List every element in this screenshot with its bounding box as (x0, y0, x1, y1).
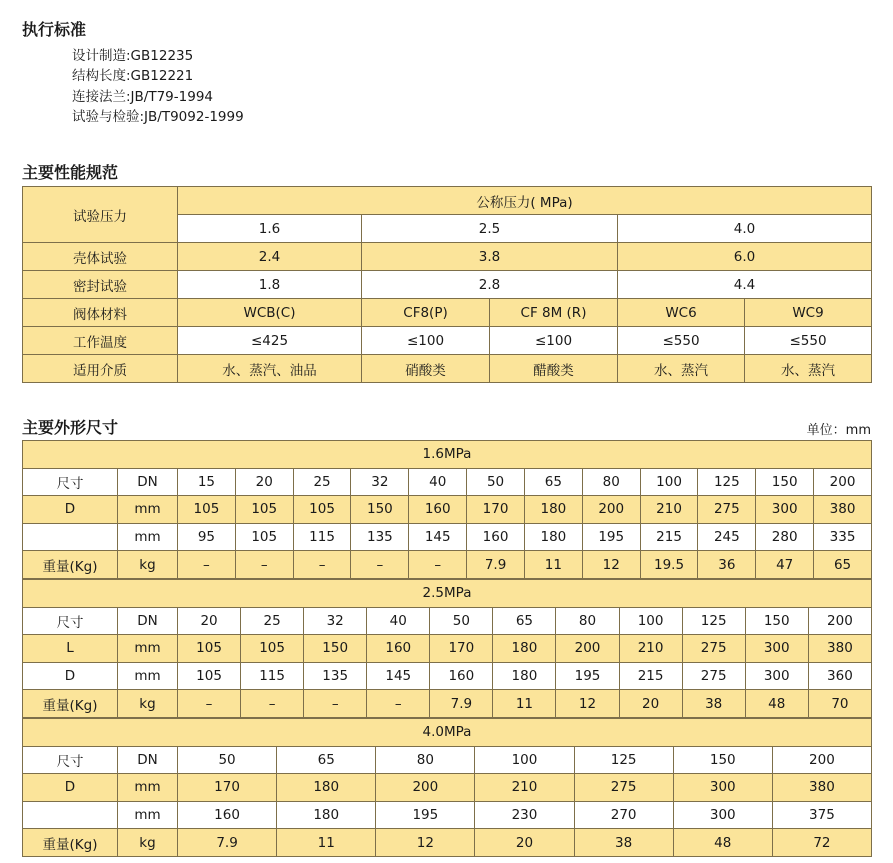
table-cell: 195 (376, 801, 475, 829)
row-unit: mm (118, 774, 178, 802)
row-unit: mm (118, 662, 178, 690)
table-row (23, 551, 872, 579)
shell-value: 2.4 (178, 243, 362, 271)
table-cell: 100 (619, 607, 682, 635)
row-label (23, 801, 118, 829)
temp-value: ≤425 (178, 327, 362, 355)
row-unit: kg (118, 551, 178, 579)
table-cell: 210 (619, 635, 682, 663)
table-cell: 70 (808, 690, 871, 718)
medium-value: 硝酸类 (362, 355, 490, 383)
medium-label: 适用介质 (23, 355, 178, 383)
table-cell: 65 (277, 746, 376, 774)
table-cell: 48 (745, 690, 808, 718)
table-cell: 300 (756, 496, 814, 524)
performance-title: 主要性能规范 (22, 163, 119, 182)
table-row (23, 746, 872, 774)
row-label: D (23, 774, 118, 802)
table-cell: 170 (178, 774, 277, 802)
table-cell: 160 (178, 801, 277, 829)
table-cell: 280 (756, 523, 814, 551)
standard-design: 设计制造:GB12235 (72, 48, 194, 64)
table-cell: 32 (351, 468, 409, 496)
table-row (23, 299, 872, 327)
table-row (23, 271, 872, 299)
row-unit: mm (118, 523, 178, 551)
pressure-value: 2.5 (362, 215, 618, 243)
unit-label: 单位：mm (806, 423, 871, 438)
pressure-header: 1.6MPa (23, 441, 872, 469)
table-cell: 360 (808, 662, 871, 690)
temp-value: ≤100 (362, 327, 490, 355)
row-label: 尺寸 (23, 468, 118, 496)
table-cell: – (293, 551, 351, 579)
dimensions-title: 主要外形尺寸 (22, 418, 119, 437)
table-cell: 20 (475, 829, 574, 857)
table-cell: 20 (235, 468, 293, 496)
table-cell: 105 (178, 662, 241, 690)
table-cell: 180 (277, 774, 376, 802)
table-cell: 7.9 (467, 551, 525, 579)
standard-flange: 连接法兰:JB/T79-1994 (72, 89, 213, 105)
row-label: D (23, 496, 118, 524)
table-cell: 150 (673, 746, 772, 774)
row-label: L (23, 635, 118, 663)
table-cell: 275 (682, 662, 745, 690)
table-cell: 125 (574, 746, 673, 774)
row-unit: DN (118, 746, 178, 774)
table-cell: 160 (409, 496, 467, 524)
table-cell: 20 (178, 607, 241, 635)
seal-test-label: 密封试验 (23, 271, 178, 299)
table-cell: 200 (582, 496, 640, 524)
table-cell: 145 (367, 662, 430, 690)
table-cell: 180 (524, 523, 582, 551)
row-label: D (23, 662, 118, 690)
table-cell: 65 (524, 468, 582, 496)
table-cell: 160 (467, 523, 525, 551)
table-cell: 145 (409, 523, 467, 551)
nominal-pressure-label: 公称压力( MPa) (178, 187, 872, 215)
table-cell: 105 (241, 635, 304, 663)
table-cell: 19.5 (640, 551, 698, 579)
table-cell: 72 (772, 829, 871, 857)
row-unit: kg (118, 829, 178, 857)
table-cell: 135 (351, 523, 409, 551)
row-label: 尺寸 (23, 746, 118, 774)
table-cell: 200 (814, 468, 872, 496)
table-cell: 170 (467, 496, 525, 524)
table-cell: 65 (493, 607, 556, 635)
table-cell: 47 (756, 551, 814, 579)
shell-value: 3.8 (362, 243, 618, 271)
table-header-row (23, 441, 872, 469)
table-cell: 300 (745, 635, 808, 663)
row-label: 重量(Kg) (23, 690, 118, 718)
table-cell: 11 (277, 829, 376, 857)
standard-test: 试验与检验:JB/T9092-1999 (72, 109, 244, 125)
row-label: 重量(Kg) (23, 551, 118, 579)
table-cell: 195 (582, 523, 640, 551)
table-row (23, 523, 872, 551)
temp-value: ≤550 (745, 327, 872, 355)
table-cell: – (351, 551, 409, 579)
table-cell: 95 (178, 523, 236, 551)
table-cell: 25 (293, 468, 351, 496)
table-cell: 335 (814, 523, 872, 551)
table-cell: 105 (235, 496, 293, 524)
table-cell: 180 (493, 635, 556, 663)
table-cell: 270 (574, 801, 673, 829)
row-label (23, 523, 118, 551)
table-cell: 135 (304, 662, 367, 690)
table-cell: 38 (574, 829, 673, 857)
table-cell: – (367, 690, 430, 718)
table-cell: 11 (493, 690, 556, 718)
table-row (23, 774, 872, 802)
material-value: CF8(P) (362, 299, 490, 327)
row-label: 尺寸 (23, 607, 118, 635)
table-row (23, 355, 872, 383)
seal-value: 1.8 (178, 271, 362, 299)
table-cell: 11 (524, 551, 582, 579)
table-cell: 105 (235, 523, 293, 551)
table-cell: – (178, 551, 236, 579)
row-unit: kg (118, 690, 178, 718)
standard-length: 结构长度:GB12221 (72, 68, 194, 84)
pressure-value: 1.6 (178, 215, 362, 243)
table-cell: 50 (178, 746, 277, 774)
medium-value: 醋酸类 (490, 355, 618, 383)
material-value: WC6 (618, 299, 745, 327)
temp-value: ≤100 (490, 327, 618, 355)
pressure-header: 4.0MPa (23, 719, 872, 747)
table-cell: 245 (698, 523, 756, 551)
table-cell: 230 (475, 801, 574, 829)
table-cell: 375 (772, 801, 871, 829)
table-row (23, 327, 872, 355)
table-cell: 200 (376, 774, 475, 802)
table-cell: 12 (556, 690, 619, 718)
medium-value: 水、蒸汽、油品 (178, 355, 362, 383)
pressure-value: 4.0 (618, 215, 872, 243)
dimension-table-1-6 (22, 440, 872, 579)
table-cell: 48 (673, 829, 772, 857)
table-row (23, 662, 872, 690)
table-cell: 50 (467, 468, 525, 496)
table-cell: 7.9 (178, 829, 277, 857)
pressure-header: 2.5MPa (23, 580, 872, 608)
table-cell: 65 (814, 551, 872, 579)
row-unit: mm (118, 801, 178, 829)
table-cell: 80 (376, 746, 475, 774)
table-cell: 150 (351, 496, 409, 524)
table-cell: 275 (682, 635, 745, 663)
seal-value: 2.8 (362, 271, 618, 299)
table-cell: 275 (698, 496, 756, 524)
row-unit: DN (118, 607, 178, 635)
table-cell: 210 (475, 774, 574, 802)
table-cell: 150 (745, 607, 808, 635)
table-cell: 200 (556, 635, 619, 663)
table-cell: 105 (178, 496, 236, 524)
table-cell: 15 (178, 468, 236, 496)
table-cell: 12 (582, 551, 640, 579)
table-row (23, 187, 872, 215)
medium-value: 水、蒸汽 (618, 355, 745, 383)
table-cell: 215 (640, 523, 698, 551)
table-header-row (23, 719, 872, 747)
material-label: 阀体材料 (23, 299, 178, 327)
table-cell: 100 (640, 468, 698, 496)
table-cell: – (304, 690, 367, 718)
table-cell: 275 (574, 774, 673, 802)
table-cell: 20 (619, 690, 682, 718)
table-cell: 150 (304, 635, 367, 663)
row-unit: mm (118, 635, 178, 663)
table-cell: 105 (293, 496, 351, 524)
table-cell: 380 (814, 496, 872, 524)
table-cell: 32 (304, 607, 367, 635)
table-cell: 300 (673, 774, 772, 802)
dimension-table-2-5 (22, 579, 872, 718)
table-row (23, 607, 872, 635)
table-cell: 105 (178, 635, 241, 663)
table-cell: 40 (409, 468, 467, 496)
material-value: CF 8M (R) (490, 299, 618, 327)
table-cell: 150 (756, 468, 814, 496)
table-cell: 125 (682, 607, 745, 635)
performance-table (22, 186, 872, 383)
table-cell: 38 (682, 690, 745, 718)
medium-value: 水、蒸汽 (745, 355, 872, 383)
table-cell: 115 (293, 523, 351, 551)
table-cell: 195 (556, 662, 619, 690)
table-row (23, 690, 872, 718)
table-cell: 36 (698, 551, 756, 579)
row-label: 重量(Kg) (23, 829, 118, 857)
table-cell: 300 (745, 662, 808, 690)
table-row (23, 635, 872, 663)
seal-value: 4.4 (618, 271, 872, 299)
table-cell: 80 (556, 607, 619, 635)
table-cell: 170 (430, 635, 493, 663)
table-cell: 180 (277, 801, 376, 829)
table-row (23, 243, 872, 271)
table-cell: 7.9 (430, 690, 493, 718)
shell-value: 6.0 (618, 243, 872, 271)
table-row (23, 468, 872, 496)
table-cell: – (241, 690, 304, 718)
temp-label: 工作温度 (23, 327, 178, 355)
table-cell: 160 (367, 635, 430, 663)
table-cell: 115 (241, 662, 304, 690)
test-pressure-label: 试验压力 (23, 187, 178, 243)
table-row (23, 829, 872, 857)
table-header-row (23, 580, 872, 608)
table-cell: 40 (367, 607, 430, 635)
material-value: WCB(C) (178, 299, 362, 327)
shell-test-label: 壳体试验 (23, 243, 178, 271)
material-value: WC9 (745, 299, 872, 327)
table-row (23, 801, 872, 829)
table-cell: 210 (640, 496, 698, 524)
table-cell: 200 (808, 607, 871, 635)
temp-value: ≤550 (618, 327, 745, 355)
row-unit: DN (118, 468, 178, 496)
table-cell: 180 (524, 496, 582, 524)
table-cell: – (178, 690, 241, 718)
table-cell: 25 (241, 607, 304, 635)
table-cell: 100 (475, 746, 574, 774)
table-cell: 180 (493, 662, 556, 690)
table-cell: – (235, 551, 293, 579)
table-cell: 300 (673, 801, 772, 829)
table-cell: – (409, 551, 467, 579)
standards-title: 执行标准 (22, 20, 87, 39)
row-unit: mm (118, 496, 178, 524)
table-cell: 125 (698, 468, 756, 496)
table-row (23, 496, 872, 524)
table-cell: 50 (430, 607, 493, 635)
table-cell: 380 (808, 635, 871, 663)
table-cell: 160 (430, 662, 493, 690)
table-cell: 200 (772, 746, 871, 774)
dimension-table-4-0 (22, 718, 872, 857)
table-cell: 215 (619, 662, 682, 690)
table-cell: 12 (376, 829, 475, 857)
table-cell: 380 (772, 774, 871, 802)
table-cell: 80 (582, 468, 640, 496)
